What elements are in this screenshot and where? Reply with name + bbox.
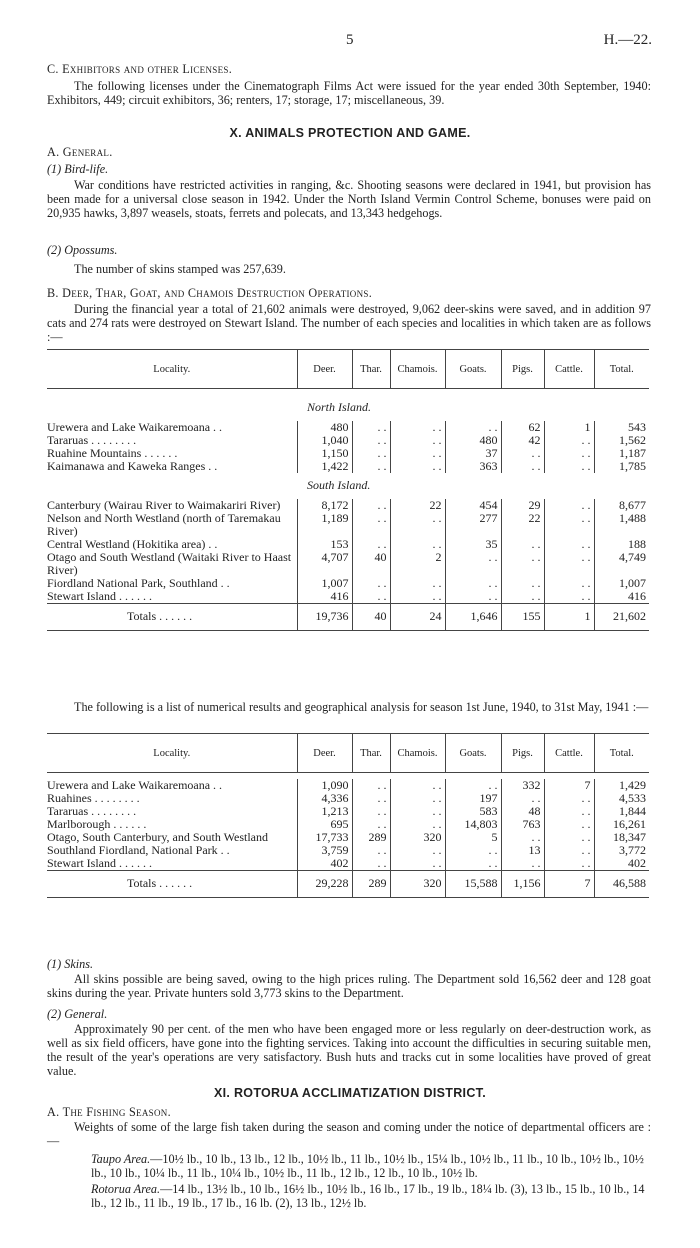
value-cell: 22	[501, 512, 544, 538]
locality-cell: Central Westland (Hokitika area) . .	[47, 537, 218, 551]
value-cell: 763	[501, 818, 544, 831]
destruction-table-financial-year	[47, 349, 649, 631]
value-cell: . .	[544, 538, 594, 551]
value-cell: 14,803	[445, 818, 501, 831]
locality-cell: Tararuas . . . . . . . .	[47, 804, 137, 818]
value-cell: 5	[445, 831, 501, 844]
value-cell: 37	[445, 447, 501, 460]
value-cell: 1,090	[297, 779, 352, 792]
value-cell: 17,733	[297, 831, 352, 844]
value-cell: 1,488	[594, 512, 649, 538]
locality-cell: Marlborough . . . . . .	[47, 817, 147, 831]
destruction-text: During the financial year a total of 21,602 animals were destroyed, 9,062 deer-skins were saved, and in addition 97 cats and 274 rats were destroyed on Stewart Island. The number of each species and localities in which taken are as follows :—	[47, 302, 651, 344]
value-cell: . .	[352, 499, 390, 512]
value-cell: 363	[445, 460, 501, 473]
value-cell: 40	[352, 551, 390, 577]
totals-row	[47, 604, 649, 631]
value-cell: . .	[352, 447, 390, 460]
value-cell: . .	[544, 551, 594, 577]
value-cell: 4,707	[297, 551, 352, 577]
value-cell: 416	[594, 590, 649, 604]
general-text: Approximately 90 per cent. of the men who have been engaged more or less regularly on deer-destruction work, as well as six field officers, have gone into the fighting services. Taking into account the difficulties in securing suitable men, the result of the year's operations are very satisfactory. Bush huts and tracks cut in some localities have proved of great value.	[47, 1022, 651, 1078]
value-cell: 277	[445, 512, 501, 538]
total-value: 155	[501, 604, 544, 631]
value-cell: 35	[445, 538, 501, 551]
locality-cell: Southland Fiordland, National Park . .	[47, 843, 230, 857]
value-cell: 42	[501, 434, 544, 447]
total-value: 1,156	[501, 871, 544, 898]
value-cell: . .	[501, 538, 544, 551]
total-value: 7	[544, 871, 594, 898]
value-cell: . .	[352, 460, 390, 473]
locality-cell: Canterbury (Wairau River to Waimakariri River)	[47, 498, 281, 512]
column-header: Total.	[594, 350, 649, 389]
value-cell: . .	[390, 844, 445, 857]
locality-cell: Stewart Island . . . . . .	[47, 589, 152, 603]
value-cell: . .	[390, 857, 445, 871]
value-cell: . .	[390, 590, 445, 604]
value-cell: 188	[594, 538, 649, 551]
value-cell: 480	[297, 421, 352, 434]
locality-cell: Ruahines . . . . . . . .	[47, 791, 140, 805]
value-cell: 402	[594, 857, 649, 871]
value-cell: 1,007	[297, 577, 352, 590]
value-cell: 62	[501, 421, 544, 434]
value-cell: . .	[352, 512, 390, 538]
destruction-heading: B. Deer, Thar, Goat, and Chamois Destruction Operations.	[47, 286, 373, 300]
value-cell: 1,150	[297, 447, 352, 460]
value-cell: . .	[445, 577, 501, 590]
value-cell: 1,785	[594, 460, 649, 473]
value-cell: . .	[501, 590, 544, 604]
taupo-area-weights: Taupo Area.—10½ lb., 10 lb., 13 lb., 12 lb., 10½ lb., 11 lb., 10½ lb., 15¼ lb., 10½ lb., 11 lb., 10 lb., 10½ lb., 10½ lb., 10 lb., 10¼ lb., 11 lb., 10¼ lb., 10½ lb., 11 lb., 12 lb., 12 lb., 10 lb., 10½ lb.	[91, 1152, 644, 1180]
column-header: Cattle.	[544, 734, 594, 773]
value-cell: . .	[544, 805, 594, 818]
locality-cell: Urewera and Lake Waikaremoana . .	[47, 778, 223, 792]
value-cell: . .	[390, 434, 445, 447]
value-cell: . .	[501, 792, 544, 805]
value-cell: . .	[390, 512, 445, 538]
column-header: Pigs.	[501, 350, 544, 389]
value-cell: . .	[501, 447, 544, 460]
section-xi-title: XI. ROTORUA ACCLIMATIZATION DISTRICT.	[214, 1086, 486, 1100]
total-value: 24	[390, 604, 445, 631]
value-cell: 13	[501, 844, 544, 857]
column-header: Chamois.	[390, 350, 445, 389]
table-row	[47, 551, 649, 577]
column-header: Thar.	[352, 734, 390, 773]
value-cell: . .	[501, 857, 544, 871]
value-cell: 1,429	[594, 779, 649, 792]
value-cell: . .	[390, 792, 445, 805]
value-cell: 153	[297, 538, 352, 551]
value-cell: . .	[445, 421, 501, 434]
season-text: The following is a list of numerical results and geographical analysis for season 1st June, 1940, to 31st May, 1941 :—	[74, 700, 649, 714]
value-cell: 320	[390, 831, 445, 844]
general-label: (2) General.	[47, 1007, 108, 1021]
value-cell: 543	[594, 421, 649, 434]
locality-cell: Otago and South Westland (Waitaki River to Haast River)	[47, 550, 292, 577]
licenses-heading: C. Exhibitors and other Licenses.	[47, 62, 233, 76]
value-cell: . .	[544, 818, 594, 831]
column-header: Locality.	[47, 734, 297, 773]
value-cell: 3,772	[594, 844, 649, 857]
destruction-table-season	[47, 733, 649, 898]
locality-cell: Stewart Island . . . . . .	[47, 856, 152, 870]
value-cell: 583	[445, 805, 501, 818]
value-cell: 2	[390, 551, 445, 577]
value-cell: 480	[445, 434, 501, 447]
value-cell: . .	[390, 779, 445, 792]
value-cell: . .	[352, 792, 390, 805]
value-cell: 289	[352, 831, 390, 844]
skins-label: (1) Skins.	[47, 957, 94, 971]
column-header: Chamois.	[390, 734, 445, 773]
fishing-intro: Weights of some of the large fish taken during the season and coming under the notice of departmental officers are :—	[47, 1120, 651, 1148]
value-cell: 1,189	[297, 512, 352, 538]
section-label: South Island.	[307, 478, 371, 492]
page-number: 5	[346, 32, 354, 48]
value-cell: . .	[352, 805, 390, 818]
fishing-season-heading: A. The Fishing Season.	[47, 1105, 171, 1119]
total-value: 289	[352, 871, 390, 898]
column-header: Locality.	[47, 350, 297, 389]
value-cell: 416	[297, 590, 352, 604]
skins-text: All skins possible are being saved, owing to the high prices ruling. The Department sold 16,562 deer and 128 goat skins during the year. Private hunters sold 3,773 skins to the Department.	[47, 972, 651, 1000]
locality-cell: Nelson and North Westland (north of Taremakau River)	[47, 511, 281, 538]
bird-life-text: War conditions have restricted activities in ranging, &c. Shooting seasons were declared in 1941, but provision has been made for a universal close season in 1942. Under the North Island Vermin Control Scheme, bonuses were paid on 20,935 hawks, 3,897 weasels, stoats, ferrets and polecats, and 13,343 hedgehogs.	[47, 178, 651, 220]
value-cell: . .	[544, 577, 594, 590]
table-row	[47, 512, 649, 538]
total-value: 1,646	[445, 604, 501, 631]
licenses-text: The following licenses under the Cinematograph Films Act were issued for the year ended 30th September, 1940: Exhibitors, 449; circuit exhibitors, 36; renters, 17; storage, 17; miscellaneous, 39.	[47, 79, 651, 107]
section-label: North Island.	[307, 400, 372, 414]
value-cell: . .	[544, 831, 594, 844]
opossums-text: The number of skins stamped was 257,639.	[74, 262, 286, 276]
column-header: Goats.	[445, 734, 501, 773]
document-reference: H.—22.	[603, 32, 652, 48]
value-cell: 1,007	[594, 577, 649, 590]
value-cell: . .	[501, 460, 544, 473]
value-cell: 18,347	[594, 831, 649, 844]
total-value: 19,736	[297, 604, 352, 631]
value-cell: . .	[352, 434, 390, 447]
value-cell: . .	[544, 499, 594, 512]
value-cell: . .	[544, 857, 594, 871]
value-cell: . .	[352, 590, 390, 604]
column-header: Pigs.	[501, 734, 544, 773]
value-cell: . .	[445, 857, 501, 871]
column-header: Thar.	[352, 350, 390, 389]
column-header: Deer.	[297, 734, 352, 773]
value-cell: . .	[445, 779, 501, 792]
column-header: Deer.	[297, 350, 352, 389]
value-cell: 1,187	[594, 447, 649, 460]
totals-label: Totals . . . . . .	[47, 604, 297, 631]
value-cell: 402	[297, 857, 352, 871]
general-heading: A. General.	[47, 145, 113, 159]
total-value: 1	[544, 604, 594, 631]
opossums-label: (2) Opossums.	[47, 243, 118, 257]
value-cell: . .	[390, 818, 445, 831]
locality-cell: Urewera and Lake Waikaremoana . .	[47, 420, 223, 434]
value-cell: . .	[544, 460, 594, 473]
value-cell: . .	[544, 590, 594, 604]
value-cell: . .	[390, 577, 445, 590]
value-cell: . .	[352, 779, 390, 792]
value-cell: 8,677	[594, 499, 649, 512]
value-cell: 29	[501, 499, 544, 512]
bird-life-label: (1) Bird-life.	[47, 162, 109, 176]
value-cell: . .	[445, 844, 501, 857]
value-cell: 197	[445, 792, 501, 805]
value-cell: 8,172	[297, 499, 352, 512]
locality-cell: Fiordland National Park, Southland . .	[47, 576, 230, 590]
value-cell: . .	[390, 538, 445, 551]
value-cell: . .	[544, 844, 594, 857]
value-cell: 4,749	[594, 551, 649, 577]
table-row	[47, 460, 649, 473]
value-cell: . .	[501, 831, 544, 844]
value-cell: . .	[445, 590, 501, 604]
value-cell: 4,533	[594, 792, 649, 805]
locality-cell: Otago, South Canterbury, and South Westland	[47, 830, 269, 844]
value-cell: 454	[445, 499, 501, 512]
value-cell: . .	[544, 792, 594, 805]
value-cell: . .	[445, 551, 501, 577]
value-cell: . .	[501, 577, 544, 590]
table-row	[47, 590, 649, 604]
locality-cell: Tararuas . . . . . . . .	[47, 433, 137, 447]
total-value: 320	[390, 871, 445, 898]
value-cell: . .	[352, 538, 390, 551]
locality-cell: Ruahine Mountains . . . . . .	[47, 446, 178, 460]
value-cell: . .	[390, 447, 445, 460]
value-cell: . .	[352, 421, 390, 434]
value-cell: . .	[352, 844, 390, 857]
value-cell: 48	[501, 805, 544, 818]
total-value: 29,228	[297, 871, 352, 898]
value-cell: . .	[352, 577, 390, 590]
total-value: 21,602	[594, 604, 649, 631]
column-header: Cattle.	[544, 350, 594, 389]
value-cell: . .	[352, 818, 390, 831]
value-cell: . .	[352, 857, 390, 871]
column-header: Total.	[594, 734, 649, 773]
total-value: 46,588	[594, 871, 649, 898]
rotorua-area-weights: Rotorua Area.—14 lb., 13½ lb., 10 lb., 16½ lb., 10½ lb., 16 lb., 17 lb., 19 lb., 18¼ lb. (3), 13 lb., 15 lb., 10 lb., 14 lb., 12 lb., 11 lb., 19 lb., 17 lb., 16 lb. (2), 13 lb., 12½ lb.	[91, 1182, 645, 1210]
value-cell: . .	[390, 805, 445, 818]
totals-row	[47, 871, 649, 898]
value-cell: 1,422	[297, 460, 352, 473]
value-cell: 16,261	[594, 818, 649, 831]
value-cell: . .	[390, 460, 445, 473]
value-cell: . .	[544, 512, 594, 538]
value-cell: 1,562	[594, 434, 649, 447]
column-header: Goats.	[445, 350, 501, 389]
value-cell: 22	[390, 499, 445, 512]
value-cell: 4,336	[297, 792, 352, 805]
total-value: 40	[352, 604, 390, 631]
value-cell: . .	[544, 434, 594, 447]
value-cell: 332	[501, 779, 544, 792]
value-cell: 1	[544, 421, 594, 434]
totals-label: Totals . . . . . .	[47, 871, 297, 898]
total-value: 15,588	[445, 871, 501, 898]
section-x-title: X. ANIMALS PROTECTION AND GAME.	[229, 126, 471, 140]
locality-cell: Kaimanawa and Kaweka Ranges . .	[47, 459, 218, 473]
value-cell: 7	[544, 779, 594, 792]
value-cell: 1,213	[297, 805, 352, 818]
value-cell: 3,759	[297, 844, 352, 857]
value-cell: . .	[390, 421, 445, 434]
value-cell: 695	[297, 818, 352, 831]
table-row	[47, 857, 649, 871]
value-cell: . .	[501, 551, 544, 577]
value-cell: 1,040	[297, 434, 352, 447]
value-cell: . .	[544, 447, 594, 460]
value-cell: 1,844	[594, 805, 649, 818]
